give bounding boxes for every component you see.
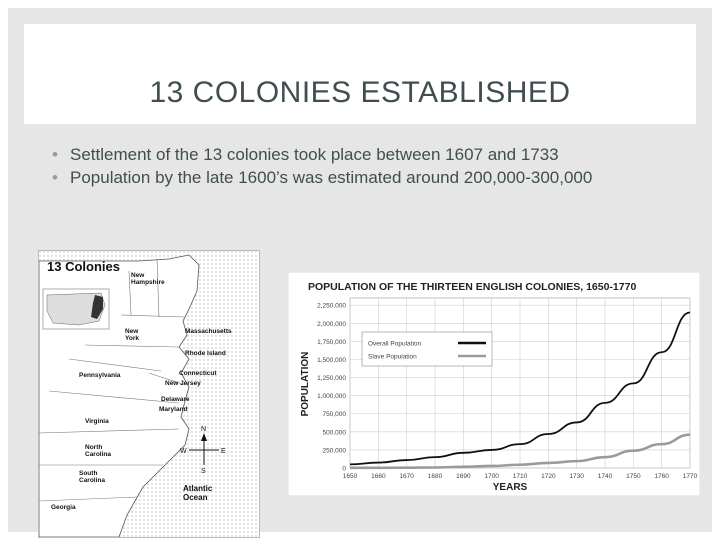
label-virginia: Virginia [85, 418, 109, 425]
y-tick-label: 500,000 [322, 429, 346, 437]
title-box [24, 24, 696, 124]
y-tick-label: 2,250,000 [317, 302, 346, 310]
label-new-york: New York [125, 328, 139, 343]
label-connecticut: Connecticut [179, 370, 217, 377]
bullet-text: Population by the late 1600’s was estimated around 200,000-300,000 [70, 168, 593, 187]
label-delaware: Delaware [161, 396, 190, 403]
x-tick-label: 1730 [569, 473, 584, 480]
x-tick-label: 1760 [654, 473, 669, 480]
legend-label: Slave Population [368, 353, 417, 361]
x-tick-label: 1720 [541, 473, 556, 480]
y-tick-label: 1,750,000 [317, 338, 346, 346]
bullet-item [52, 144, 692, 165]
label-new-jersey: New Jersey [165, 380, 201, 387]
chart-legend [362, 332, 492, 366]
slide-title: 13 COLONIES ESTABLISHED [149, 76, 571, 109]
label-rhode-island: Rhode Island [185, 350, 226, 357]
population-chart [288, 272, 700, 496]
label-maryland: Maryland [159, 406, 188, 413]
y-tick-label: 1,000,000 [317, 393, 346, 401]
label-north-carolina: North Carolina [85, 444, 112, 459]
bullet-item [52, 167, 692, 188]
x-tick-label: 1700 [484, 473, 499, 480]
chart-svg [288, 272, 700, 496]
x-tick-label: 1680 [427, 473, 443, 480]
label-new-hampshire: New Hampshire [131, 272, 165, 287]
bullet-list [52, 144, 692, 190]
compass-w: W [180, 448, 187, 455]
x-tick-label: 1750 [626, 473, 641, 480]
x-tick-label: 1650 [342, 473, 358, 480]
chart-title: POPULATION OF THE THIRTEEN ENGLISH COLONIES, 1650-1770 [308, 281, 637, 293]
label-south-carolina: South Carolina [79, 470, 106, 485]
bullet-text: Settlement of the 13 colonies took place between 1607 and 1733 [70, 145, 559, 164]
y-tick-label: 2,000,000 [317, 320, 346, 328]
colonies-map [38, 250, 260, 538]
bullet-marker: • [52, 168, 58, 187]
y-tick-label: 750,000 [322, 411, 346, 419]
compass-n: N [201, 426, 207, 433]
label-georgia: Georgia [51, 504, 76, 511]
legend-box [362, 332, 492, 366]
x-axis-label: YEARS [492, 482, 528, 493]
x-tick-label: 1740 [597, 473, 613, 480]
y-axis-label: POPULATION [300, 351, 311, 417]
y-tick-label: 1,250,000 [317, 375, 346, 383]
chart-grid [350, 298, 690, 468]
legend-label: Overall Population [368, 340, 422, 348]
bullet-marker: • [52, 145, 58, 164]
label-massachusetts: Massachusetts [185, 328, 232, 335]
x-tick-label: 1660 [371, 473, 386, 480]
x-tick-label: 1710 [512, 473, 528, 480]
x-tick-label: 1670 [399, 473, 414, 480]
compass-e: E [221, 448, 226, 455]
label-pennsylvania: Pennsylvania [79, 372, 121, 379]
compass-s: S [201, 468, 206, 475]
y-tick-label: 0 [342, 465, 346, 473]
x-tick-label: 1770 [682, 473, 698, 480]
label-atlantic-ocean: Atlantic Ocean [183, 484, 213, 502]
y-tick-label: 1,500,000 [317, 356, 346, 364]
map-title: 13 Colonies [47, 259, 120, 274]
x-tick-label: 1690 [456, 473, 471, 480]
y-tick-label: 250,000 [322, 447, 346, 455]
map-svg [39, 251, 259, 537]
